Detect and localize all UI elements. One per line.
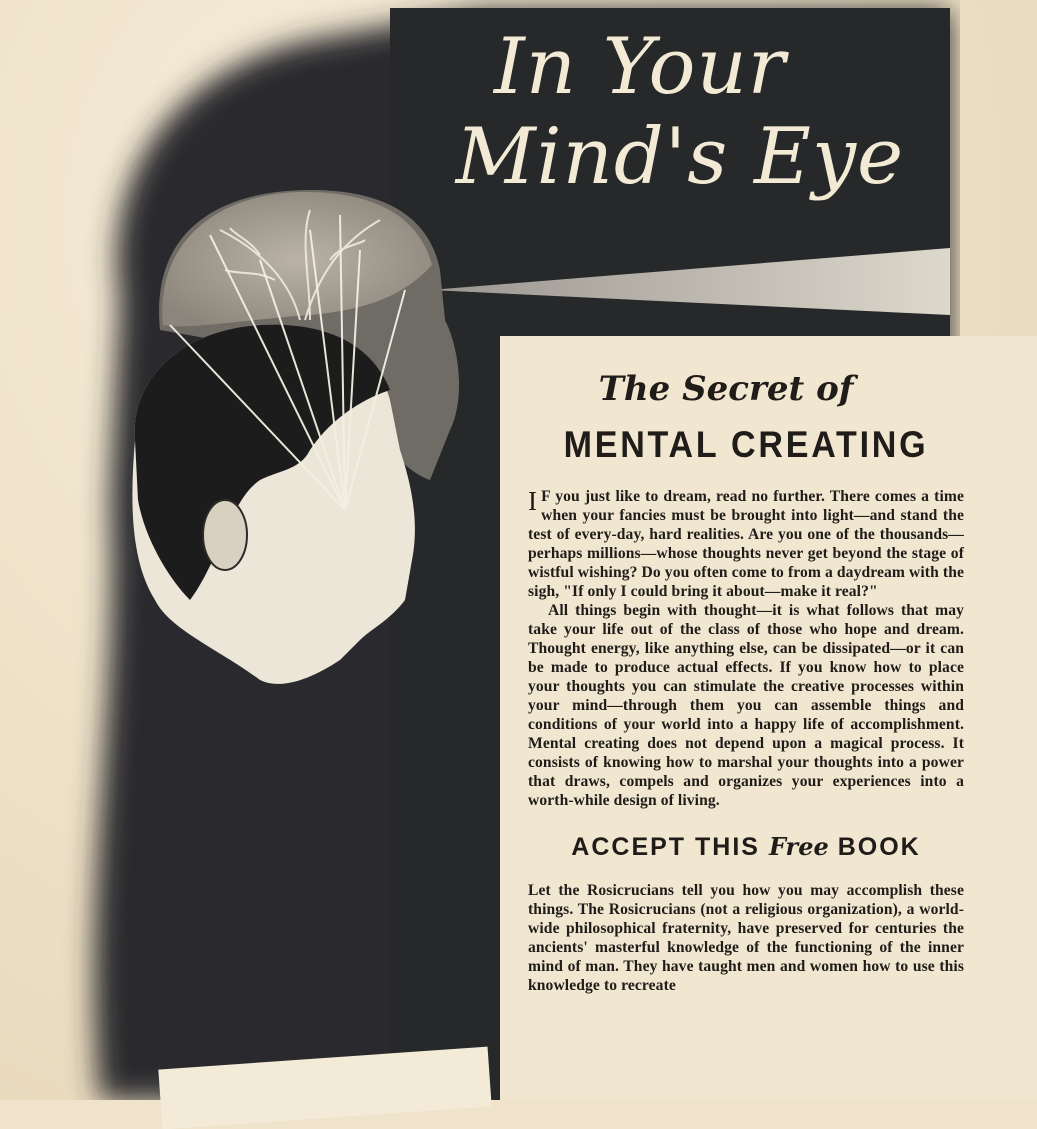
headline-line-1: In Your <box>493 22 787 112</box>
paragraph-thought: All things begin with thought—it is what follows that may take your life out of the class of those who hope and dream. Thought energy, like anything else, can be dissipated—or it can be made to produce actual effects. If you know how to place your thoughts you can stimulate the creative processes within your mind—through them you can assemble things and conditions of your world into a happy life of accomplishment. Mental creating does not depend upon a magical process. It consists of knowing how to marshal your thoughts into a power that draws, compels and organizes your experiences into a worth-while design of living. <box>528 602 964 809</box>
headline-line-2: Mind's Eye <box>455 112 905 202</box>
ear <box>203 500 247 570</box>
paragraph-rosicrucians: Let the Rosicrucians tell you how you may accomplish these things. The Rosicrucians (not a religious organization), a world-wide philosophical fraternity, have preserved for centuries the ancients' masterful knowledge of the functioning of the inner mind of man. They have taught men and women how to use this knowledge to recreate <box>528 882 964 994</box>
article-text-box <box>500 336 1037 1100</box>
article-content <box>528 364 964 996</box>
accept-heading-right: BOOK <box>837 833 921 862</box>
accept-heading-free: Free <box>768 832 829 862</box>
accept-heading-left: ACCEPT THIS <box>571 833 760 862</box>
accept-free-book-heading <box>528 832 964 862</box>
section-script-title: The Secret of <box>598 369 854 409</box>
section-title: MENTAL CREATING <box>563 424 929 465</box>
paragraph-intro-text: F you just like to dream, read no further. There comes a time when your fancies must be brought into light—and stand the test of every-day, hard realities. Are you one of the thousands—perhaps millions—whose thoughts never get beyond the stage of wistful wishing? Do you often come to from a daydream with the sigh, "If only I could bring it about—make it real?" <box>528 488 964 600</box>
drop-cap: I <box>528 486 538 516</box>
headline <box>380 22 940 202</box>
paragraph-intro <box>528 488 964 601</box>
